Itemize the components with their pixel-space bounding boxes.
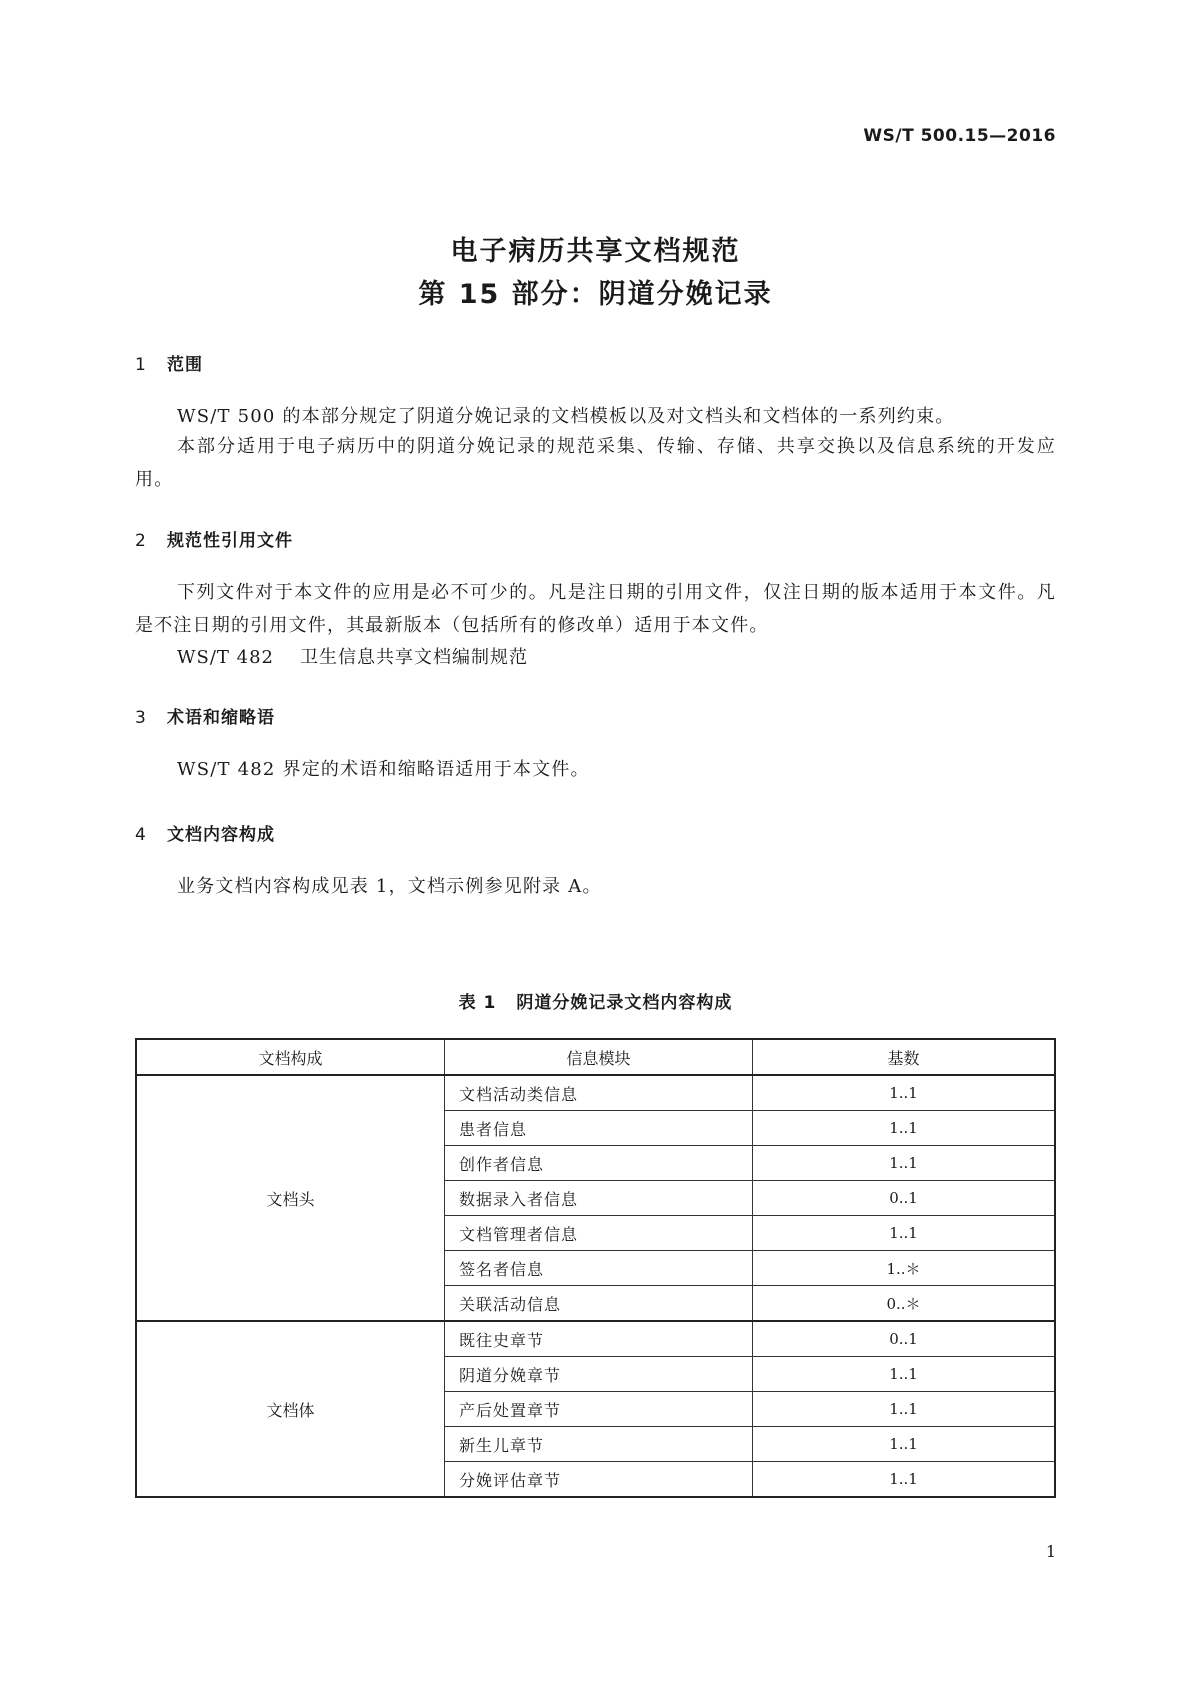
column-header-cardinality: 基数 [753,1039,1056,1075]
module-cell: 文档活动类信息 [445,1075,753,1111]
section-number: 1 [135,355,147,375]
group-name-body: 文档体 [136,1321,445,1497]
module-cell: 阴道分娩章节 [445,1357,753,1392]
module-cell: 文档管理者信息 [445,1216,753,1251]
section-4-paragraph-1: 业务文档内容构成见表 1，文档示例参见附录 A。 [177,876,602,897]
module-cell: 既往史章节 [445,1321,753,1357]
module-cell: 创作者信息 [445,1146,753,1181]
column-header-composition: 文档构成 [136,1039,445,1075]
section-title: 规范性引用文件 [167,531,293,551]
cardinality-cell: 1..1 [753,1427,1056,1462]
reference-code: WS/T 482 [177,647,274,668]
module-cell: 患者信息 [445,1111,753,1146]
cardinality-cell: 1..＊ [753,1251,1056,1286]
module-cell: 关联活动信息 [445,1286,753,1322]
table-header-row [136,1039,1055,1075]
cardinality-cell: 1..1 [753,1216,1056,1251]
reference-name: 卫生信息共享文档编制规范 [299,647,528,668]
section-heading-3 [135,703,275,728]
section-number: 2 [135,531,147,551]
cardinality-cell: 0..1 [753,1321,1056,1357]
section-title: 术语和缩略语 [167,708,275,728]
section-number: 3 [135,708,147,728]
module-cell: 新生儿章节 [445,1427,753,1462]
table-row [136,1321,1055,1357]
cardinality-cell: 1..1 [753,1462,1056,1498]
cardinality-cell: 1..1 [753,1146,1056,1181]
cardinality-cell: 0..＊ [753,1286,1056,1322]
section-title: 范围 [167,355,203,375]
document-subtitle: 第 15 部分：阴道分娩记录 [418,279,773,310]
section-3-paragraph-1: WS/T 482 界定的术语和缩略语适用于本文件。 [177,759,590,780]
cardinality-cell: 1..1 [753,1111,1056,1146]
table-caption [0,988,1191,1013]
section-heading-1 [135,350,203,375]
section-title: 文档内容构成 [167,825,275,845]
cardinality-cell: 1..1 [753,1075,1056,1111]
document-content-table [135,1038,1056,1498]
cardinality-cell: 1..1 [753,1357,1056,1392]
standard-code: WS/T 500.15—2016 [863,126,1056,146]
section-2-paragraph-1: 下列文件对于本文件的应用是必不可少的。凡是注日期的引用文件，仅注日期的版本适用于本文件。凡是不注日期的引用文件，其最新版本（包括所有的修改单）适用于本文件。 [135,582,1056,636]
table-caption-label: 表 1 [458,993,497,1013]
normative-reference [177,643,528,669]
module-cell: 产后处置章节 [445,1392,753,1427]
column-header-module: 信息模块 [445,1039,753,1075]
table-caption-title: 阴道分娩记录文档内容构成 [516,993,733,1013]
table-row [136,1075,1055,1111]
module-cell: 分娩评估章节 [445,1462,753,1498]
section-heading-2 [135,526,293,551]
section-1-paragraph-2: 本部分适用于电子病历中的阴道分娩记录的规范采集、传输、存储、共享交换以及信息系统的开发应用。 [135,436,1056,490]
cardinality-cell: 1..1 [753,1392,1056,1427]
page-number: 1 [1045,1542,1056,1561]
module-cell: 签名者信息 [445,1251,753,1286]
group-name-header: 文档头 [136,1075,445,1321]
document-title: 电子病历共享文档规范 [450,236,741,267]
section-1-paragraph-1: WS/T 500 的本部分规定了阴道分娩记录的文档模板以及对文档头和文档体的一系列约束。 [177,406,955,427]
section-number: 4 [135,825,147,845]
section-heading-4 [135,820,275,845]
module-cell: 数据录入者信息 [445,1181,753,1216]
cardinality-cell: 0..1 [753,1181,1056,1216]
